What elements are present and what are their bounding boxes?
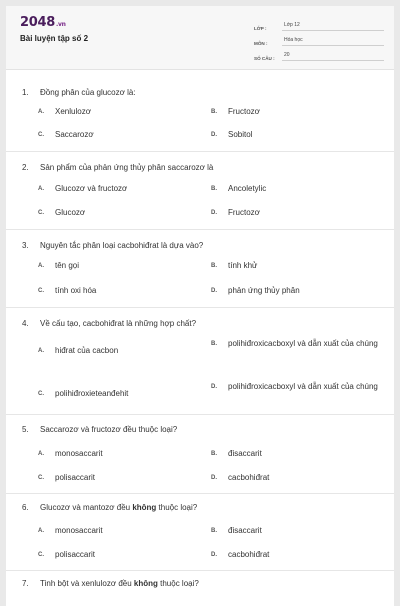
meta-value: Hóa học xyxy=(282,37,384,46)
question-divider xyxy=(6,229,394,230)
answer-option[interactable]: C. Saccarozơ xyxy=(38,130,94,139)
question-divider xyxy=(6,307,394,308)
answer-option[interactable]: C. polisaccarit xyxy=(38,473,96,482)
meta-value: 20 xyxy=(282,52,384,61)
answer-option[interactable]: A. monosaccarit xyxy=(38,526,103,535)
answer-option[interactable]: C. Glucozơ xyxy=(38,208,86,217)
answer-option[interactable]: B. polihiđroxicacboxyl và dẫn xuất của chúng xyxy=(211,339,378,348)
answer-option[interactable]: C. tính oxi hóa xyxy=(38,286,97,295)
answer-option[interactable]: D. Fructozơ xyxy=(211,208,260,217)
answer-option[interactable]: B. đisaccarit xyxy=(211,526,262,535)
answer-option[interactable]: C. polihiđroxieteanđehit xyxy=(38,389,129,398)
answer-option[interactable]: C. polisaccarit xyxy=(38,550,96,559)
question-divider xyxy=(6,493,394,494)
answer-option[interactable]: A. Xenlulozơ xyxy=(38,107,91,116)
worksheet-page xyxy=(6,6,394,606)
meta-row-subject xyxy=(254,32,384,46)
answer-option[interactable]: D. Sobitol xyxy=(211,130,253,139)
answer-option[interactable]: B. Fructozơ xyxy=(211,107,260,116)
answer-option[interactable]: D. cacbohiđrat xyxy=(211,473,270,482)
answer-option[interactable]: A. hiđrat của cacbon xyxy=(38,346,119,355)
worksheet-meta xyxy=(254,17,384,62)
answer-option[interactable]: B. tính khử xyxy=(211,261,258,270)
worksheet-header xyxy=(6,6,394,70)
answer-option[interactable]: D. phản ứng thủy phân xyxy=(211,286,300,295)
answer-option[interactable]: D. polihiđroxicacboxyl và dẫn xuất của chúng xyxy=(211,382,378,391)
question-stem: 2. Sản phẩm của phản ứng thủy phân saccarozơ là xyxy=(22,163,214,172)
answer-option[interactable]: B. đisaccarit xyxy=(211,449,262,458)
question-divider xyxy=(6,414,394,415)
meta-row-class xyxy=(254,17,384,31)
answer-option[interactable]: A. monosaccarit xyxy=(38,449,103,458)
answer-option[interactable]: B. Ancoletylic xyxy=(211,184,267,193)
worksheet-title: Bài luyện tập số 2 xyxy=(20,34,89,43)
meta-value: Lớp 12 xyxy=(282,22,384,31)
site-logo[interactable]: 2048.vn xyxy=(20,15,66,30)
meta-label: LỚP : xyxy=(254,26,267,31)
question-stem: 6. Glucozơ và mantozơ đều không thuộc loại? xyxy=(22,503,198,512)
question-stem: 3. Nguyên tắc phân loại cacbohiđrat là dựa vào? xyxy=(22,241,204,250)
question-stem: 1. Đồng phân của glucozơ là: xyxy=(22,88,136,97)
question-stem: 7. Tinh bột và xenlulozơ đều không thuộc loại? xyxy=(22,579,199,588)
meta-row-count xyxy=(254,47,384,61)
question-stem: 4. Về cấu tạo, cacbohiđrat là những hợp chất? xyxy=(22,319,197,328)
answer-option[interactable]: A. tên gọi xyxy=(38,261,80,270)
answer-option[interactable]: A. Glucozơ và fructozơ xyxy=(38,184,128,193)
meta-label: SỐ CÂU : xyxy=(254,56,275,61)
answer-option[interactable]: D. cacbohiđrat xyxy=(211,550,270,559)
question-stem: 5. Saccarozơ và fructozơ đều thuộc loại? xyxy=(22,425,178,434)
question-divider xyxy=(6,570,394,571)
question-divider xyxy=(6,151,394,152)
meta-label: MÔN : xyxy=(254,41,268,46)
